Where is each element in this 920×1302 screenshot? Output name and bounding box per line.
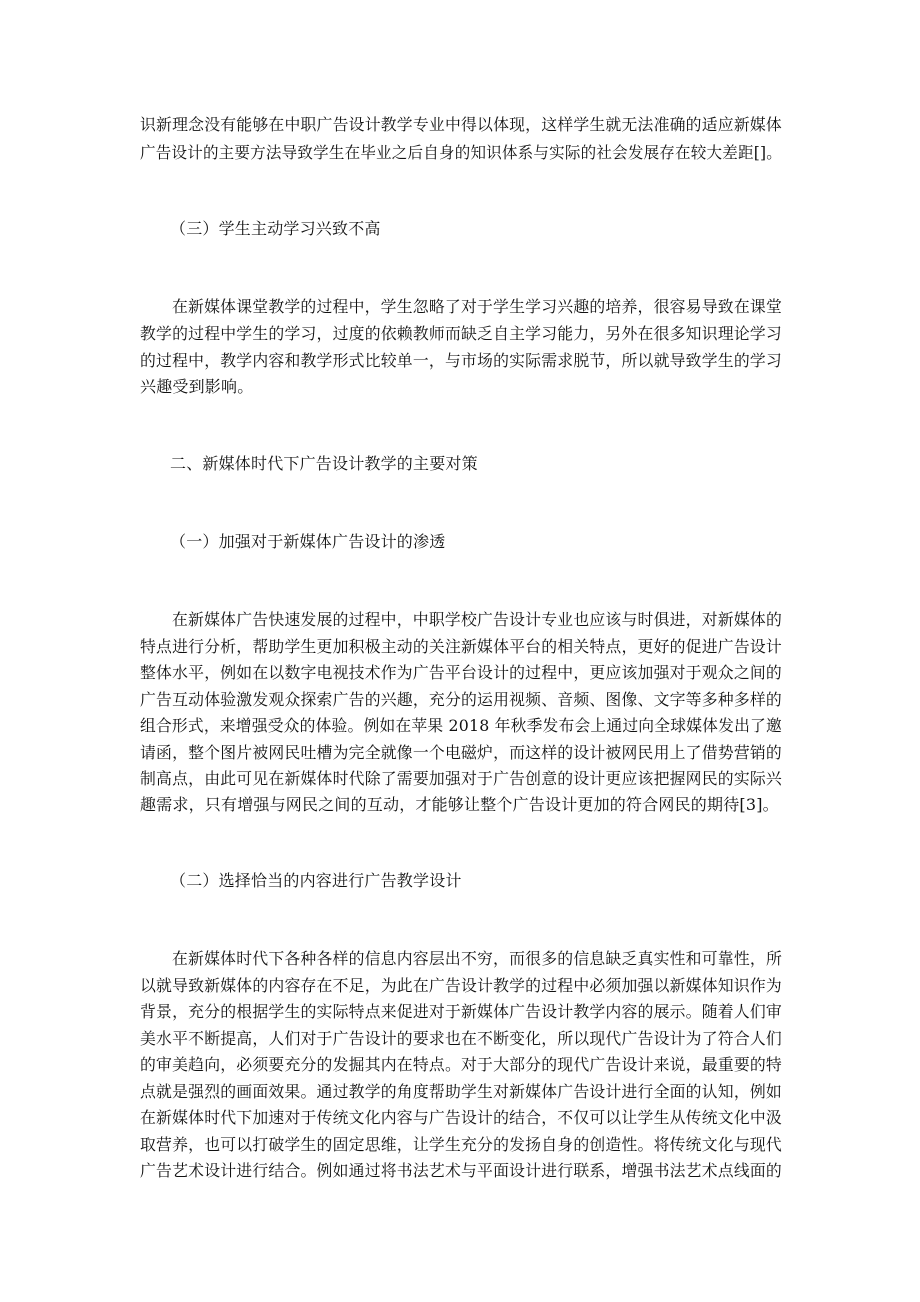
text-line: 广告艺术设计进行结合。例如通过将书法艺术与平面设计进行联系，增强书法艺术点线面的 xyxy=(140,1161,782,1180)
text-line: 整体水平，例如在以数字电视技术作为广告平台设计的过程中，更应该加强对于观众之间的 xyxy=(140,663,782,682)
text-line: 在新媒体广告快速发展的过程中，中职学校广告设计专业也应该与时俱进，对新媒体的 xyxy=(172,610,783,629)
text-line: 的过程中，教学内容和教学形式比较单一，与市场的实际需求脱节，所以就导致学生的学习 xyxy=(140,351,782,370)
subsection-heading: （三）学生主动学习兴致不高 xyxy=(170,219,381,238)
text-line: 取营养，也可以打破学生的固定思维，让学生充分的发扬自身的创造性。将传统文化与现代 xyxy=(140,1135,782,1154)
text-line: 教学的过程中学生的学习，过度的依赖教师而缺乏自主学习能力，另外在很多知识理论学习 xyxy=(140,324,782,343)
subsection-heading: （一）加强对于新媒体广告设计的渗透 xyxy=(170,532,446,551)
text-line: 在新媒体课堂教学的过程中，学生忽略了对于学生学习兴趣的培养，很容易导致在课堂 xyxy=(172,297,783,316)
text-line: 请函，整个图片被网民吐槽为完全就像一个电磁炉，而这样的设计被网民用上了借势营销的 xyxy=(140,743,782,762)
text-line: 特点进行分析，帮助学生更加积极主动的关注新媒体平台的相关特点，更好的促进广告设计 xyxy=(140,637,782,656)
text-line: 在新媒体时代下各种各样的信息内容层出不穷，而很多的信息缺乏真实性和可靠性，所 xyxy=(172,949,783,968)
text-line: 美水平不断提高，人们对于广告设计的要求也在不断变化，所以现代广告设计为了符合人们 xyxy=(140,1029,782,1048)
text-line: 广告设计的主要方法导致学生在毕业之后自身的知识体系与实际的社会发展存在较大差距[]。 xyxy=(140,143,782,162)
text-line: 点就是强烈的画面效果。通过教学的角度帮助学生对新媒体广告设计进行全面的认知，例如 xyxy=(140,1082,782,1101)
text-line: 制高点，由此可见在新媒体时代除了需要加强对于广告创意的设计更应该把握网民的实际兴 xyxy=(140,769,782,788)
text-line: 组合形式，来增强受众的体验。例如在苹果 2018 年秋季发布会上通过向全球媒体发出了邀 xyxy=(140,716,782,735)
text-line: 背景，充分的根据学生的实际特点来促进对于新媒体广告设计教学内容的展示。随着人们审 xyxy=(140,1002,782,1021)
subsection-heading: （二）选择恰当的内容进行广告教学设计 xyxy=(170,871,462,890)
text-line: 以就导致新媒体的内容存在不足，为此在广告设计教学的过程中必须加强以新媒体知识作为 xyxy=(140,976,782,995)
section-heading: 二、新媒体时代下广告设计教学的主要对策 xyxy=(170,454,478,473)
text-line: 广告互动体验激发观众探索广告的兴趣，充分的运用视频、音频、图像、文字等多种多样的 xyxy=(140,690,782,709)
text-line: 的审美趋向，必须要充分的发掘其内在特点。对于大部分的现代广告设计来说，最重要的特 xyxy=(140,1055,782,1074)
text-line: 在新媒体时代下加速对于传统文化内容与广告设计的结合，不仅可以让学生从传统文化中汲 xyxy=(140,1108,782,1127)
text-line: 兴趣受到影响。 xyxy=(140,377,254,396)
text-line: 识新理念没有能够在中职广告设计教学专业中得以体现，这样学生就无法准确的适应新媒体 xyxy=(140,115,782,134)
text-line: 趣需求，只有增强与网民之间的互动，才能够让整个广告设计更加的符合网民的期待[3]。 xyxy=(140,795,779,814)
